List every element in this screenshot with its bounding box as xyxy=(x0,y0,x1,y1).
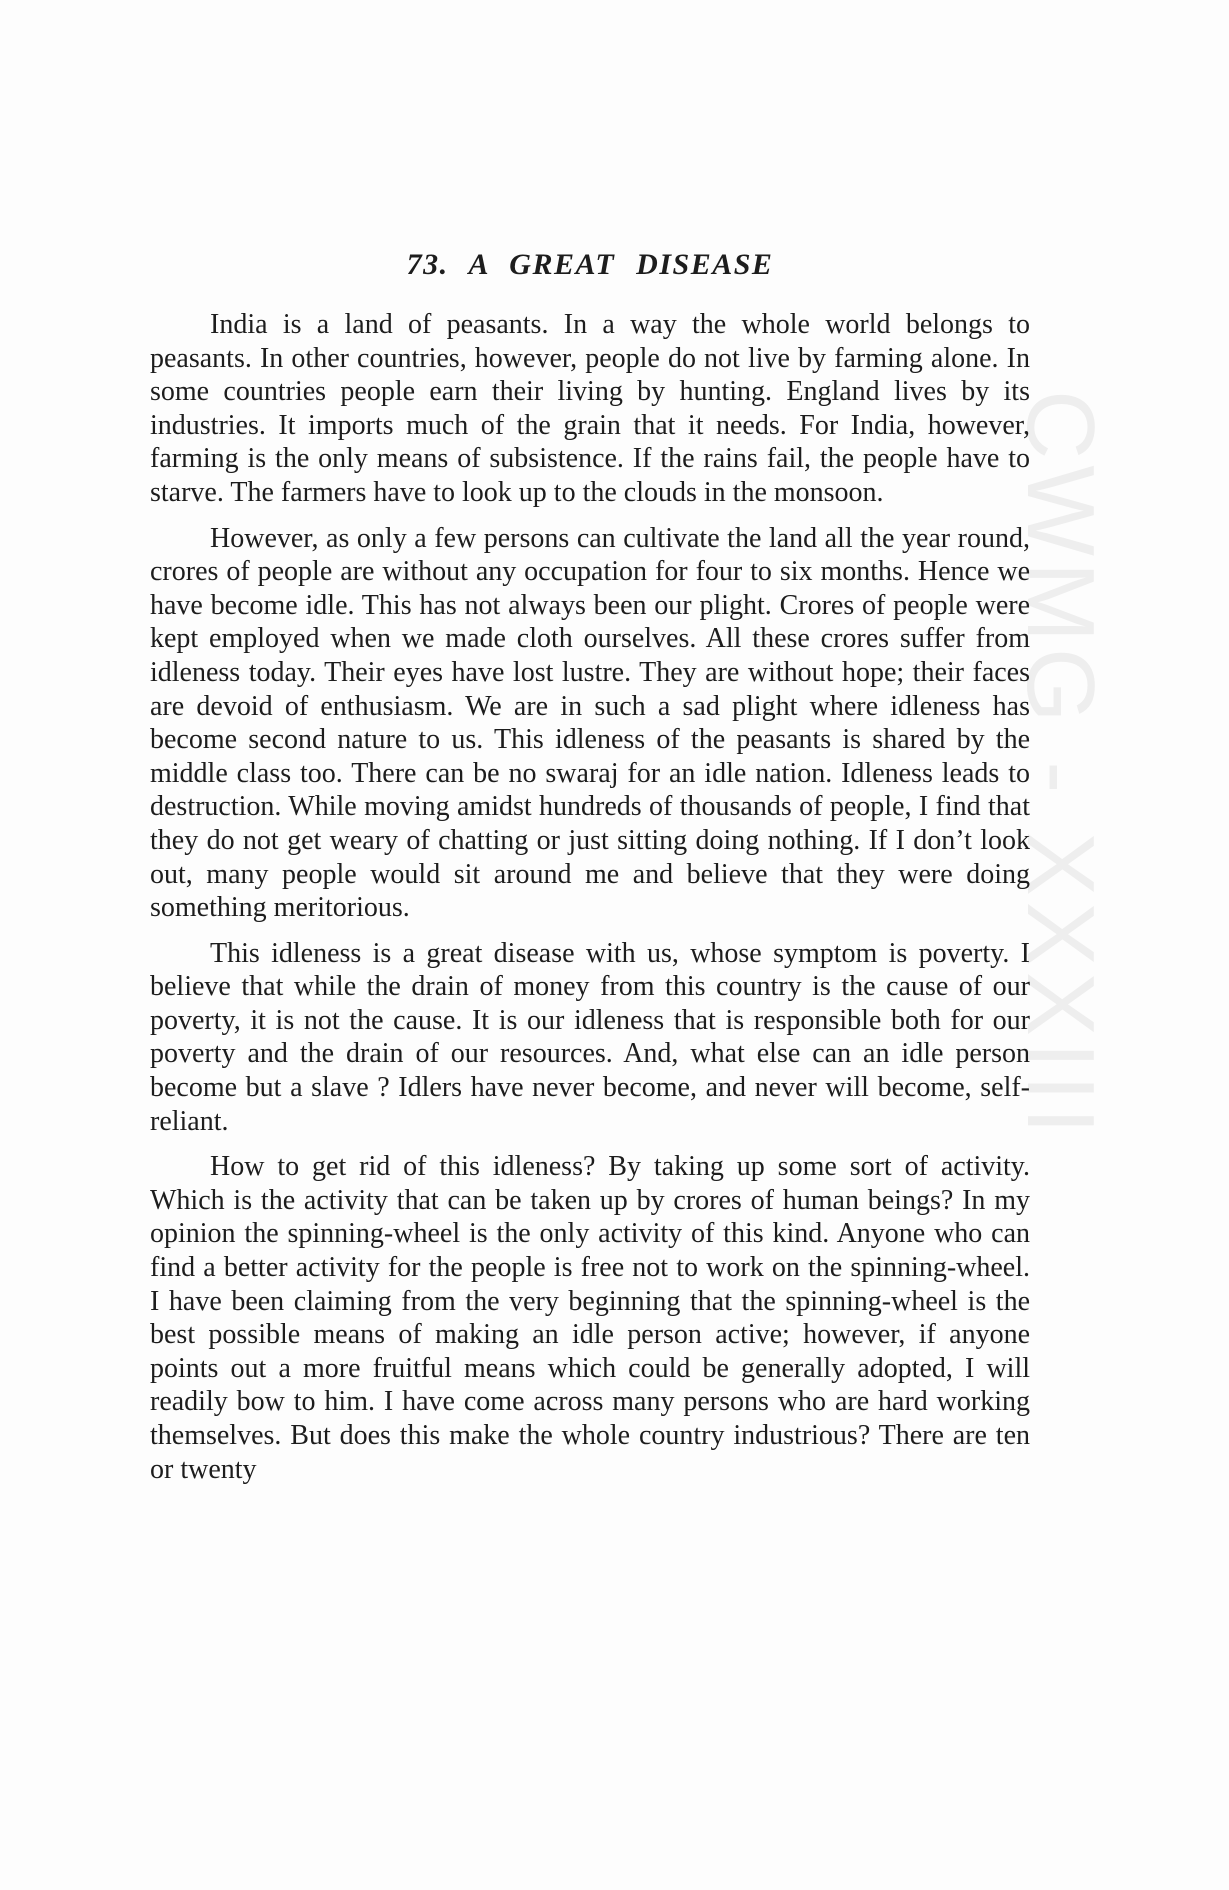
page-body xyxy=(150,248,1030,1498)
article-title xyxy=(150,248,1030,282)
watermark-text: CWMG - XXXIII xyxy=(1008,390,1108,1140)
paragraph-3: This idleness is a great disease with us, whose symptom is poverty. I believe that while the drain of money from this country is the cause of our poverty, it is not the cause. It is our idleness that is responsible both for our poverty and the drain of our resources. And, what else can an idle person become but a slave ? Idlers have never become, and never will become, self-reliant. xyxy=(150,937,1030,1137)
paragraph-4: How to get rid of this idleness? By taking up some sort of activity. Which is the activity that can be taken up by crores of human beings? In my opinion the spinning-wheel is the only activity of this kind. Anyone who can find a better activity for the people is free not to work on the spinning-wheel. I have been claiming from the very beginning that the spinning-wheel is the best possible means of making an idle person active; however, if anyone points out a more fruitful means which could be generally adopted, I will readily bow to him. I have come across many persons who are hard working themselves. But does this make the whole country industrious? There are ten or twenty xyxy=(150,1151,1030,1485)
paragraph-2: However, as only a few persons can cultivate the land all the year round, crores of people are without any occupation for four to six months. Hence we have become idle. This has not always been our plight. Crores of people were kept employed when we made cloth ourselves. All these crores suffer from idleness today. Their eyes have lost lustre. They are without hope; their faces are devoid of enthusiasm. We are in such a sad plight where idleness has become second nature to us. This idleness of the peasants is shared by the middle class too. There can be no swaraj for an idle nation. Idleness leads to destruction. While moving amidst hundreds of thousands of people, I find that they do not get weary of chatting or just sitting doing nothing. If I don’t look out, many people would sit around me and believe that they were doing something meritorious. xyxy=(150,522,1030,924)
article-title-text: A GREAT DISEASE xyxy=(468,248,774,281)
article-number: 73. xyxy=(406,248,449,281)
paragraph-1: India is a land of peasants. In a way the whole world belongs to peasants. In other countries, however, people do not live by farming alone. In some countries people earn their living by hunting. England lives by its industries. It imports much of the grain that it needs. For India, however, farming is the only means of subsistence. If the rains fail, the people have to starve. The farmers have to look up to the clouds in the monsoon. xyxy=(150,309,1030,508)
